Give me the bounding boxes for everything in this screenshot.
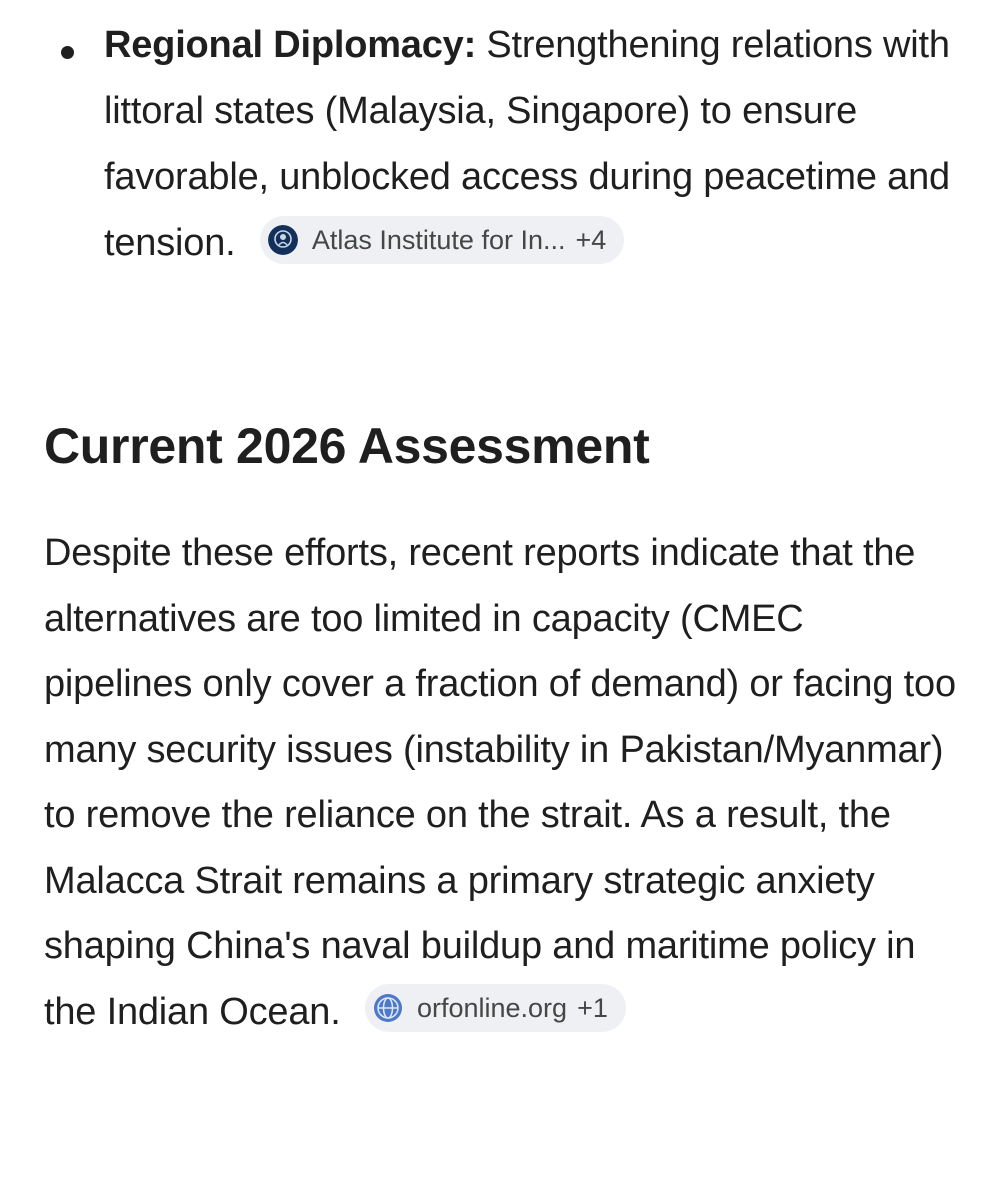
bullet-point	[61, 46, 74, 59]
list-item-body: Strengthening relations with littoral states (Malaysia, Singapore) to ensure favorable, unblocked access during peacetime and tension.	[104, 24, 950, 264]
assessment-text: Despite these efforts, recent reports indicate that the alternatives are too limited in capacity (CMEC pipelines only cover a fraction of demand) or facing too many security issues (instability in Pakistan/Myanmar) to remove the reliance on the strait. As a result, the Malacca Strait remains a primary strategic anxiety shaping China's naval buildup and maritime policy in the Indian Ocean.	[44, 532, 956, 1033]
source-chip-label: orfonline.org	[416, 993, 568, 1024]
list-item-text	[104, 12, 964, 276]
assessment-paragraph	[44, 521, 959, 1045]
atlas-institute-logo-icon	[268, 225, 298, 255]
list-item-lead: Regional Diplomacy:	[104, 24, 477, 66]
source-chip-count: +1	[577, 993, 608, 1024]
source-chip-atlas-institute[interactable]	[260, 216, 624, 264]
source-chip-orfonline[interactable]	[365, 984, 626, 1032]
source-chip-label: Atlas Institute for In...	[311, 224, 566, 255]
source-chip-count: +4	[575, 224, 607, 255]
section-heading: Current 2026 Assessment	[44, 418, 650, 474]
globe-icon	[373, 993, 403, 1023]
